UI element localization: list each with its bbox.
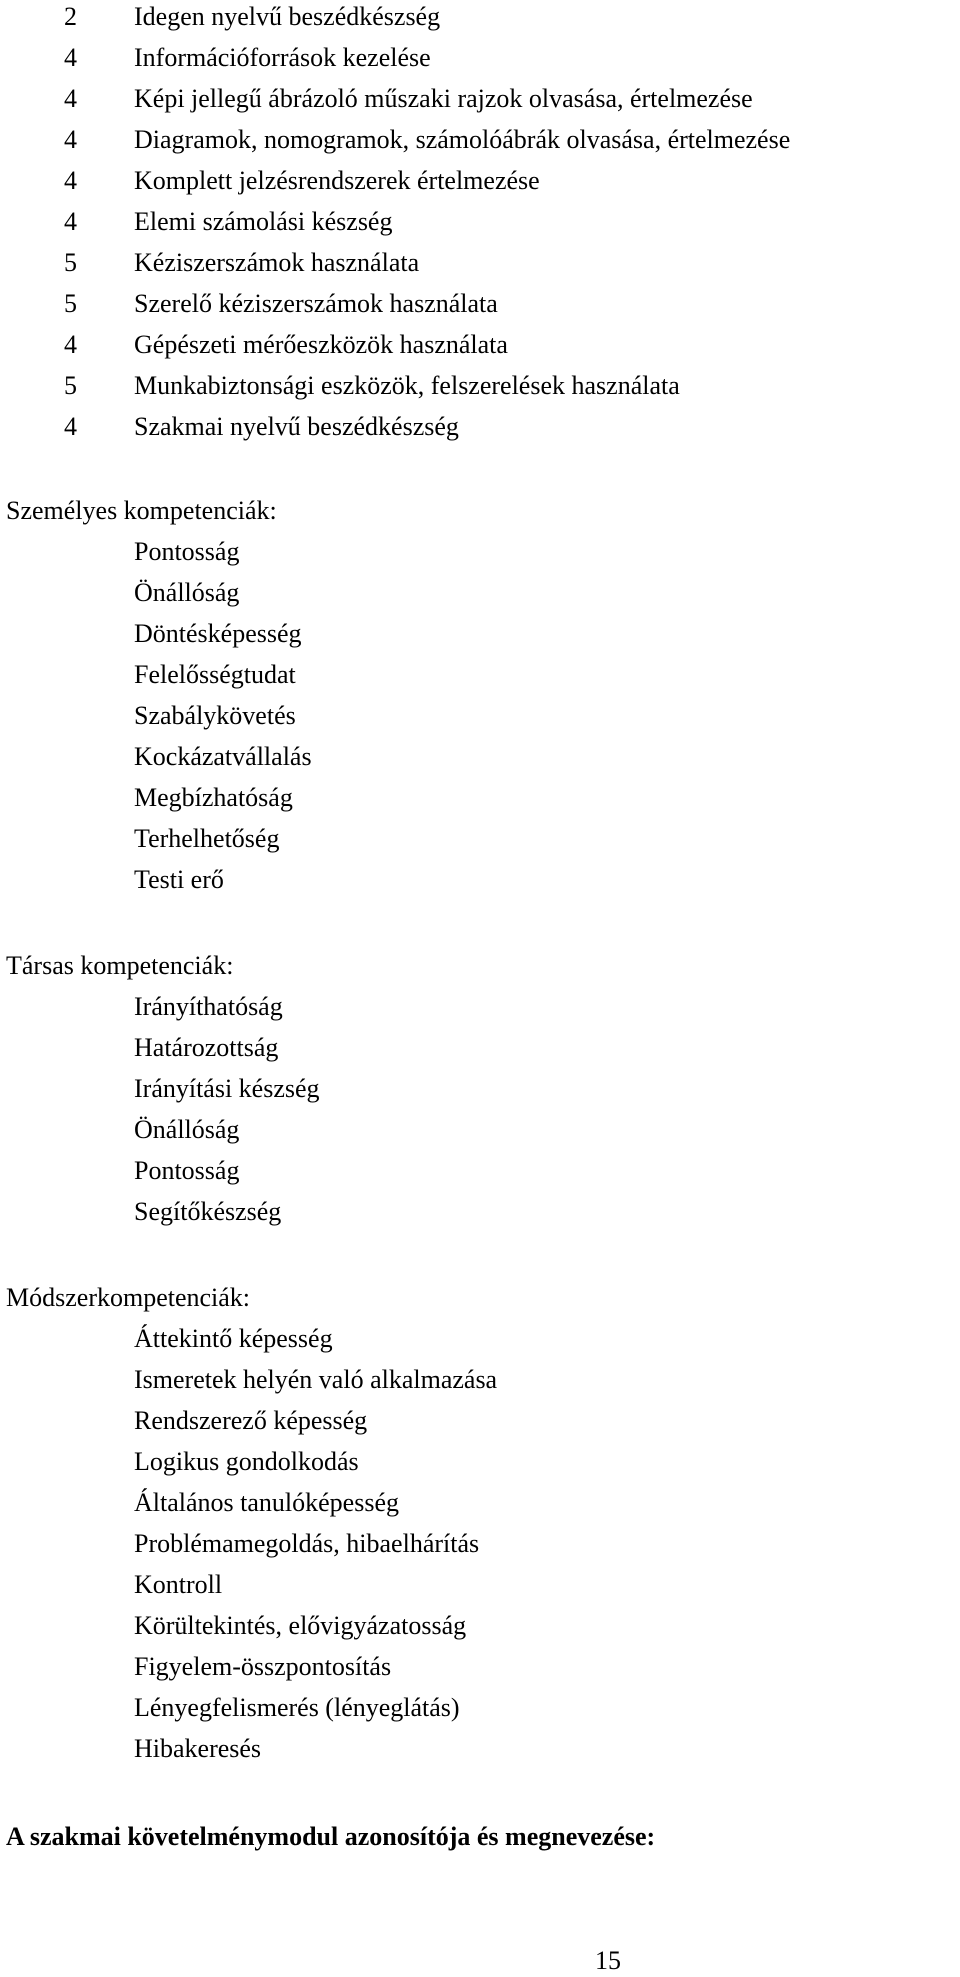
list-item: Áttekintő képesség [134,1324,333,1353]
skill-level: 4 [64,166,77,195]
list-item: Önállóság [134,578,240,607]
section-heading: Módszerkompetenciák: [6,1283,251,1312]
list-item: Irányítási készség [134,1074,320,1103]
list-item: Problémamegoldás, hibaelhárítás [134,1529,480,1558]
list-item: Logikus gondolkodás [134,1447,359,1476]
page-number: 15 [595,1946,621,1975]
skill-level: 2 [64,2,77,31]
module-title: A szakmai követelménymodul azonosítója és megnevezése: [6,1822,656,1851]
list-item: Kontroll [134,1570,223,1599]
skill-level: 4 [64,43,77,72]
list-item: Körültekintés, elővigyázatosság [134,1611,467,1640]
skill-text: Gépészeti mérőeszközök használata [134,330,508,359]
list-item: Döntésképesség [134,619,302,648]
list-item: Általános tanulóképesség [134,1488,399,1517]
skill-text: Elemi számolási készség [134,207,393,236]
list-item: Megbízhatóság [134,783,293,812]
skill-text: Kéziszerszámok használata [134,248,420,277]
skill-level: 4 [64,207,77,236]
list-item: Segítőkészség [134,1197,282,1226]
list-item: Ismeretek helyén való alkalmazása [134,1365,498,1394]
skill-level: 4 [64,412,77,441]
list-item: Irányíthatóság [134,992,283,1021]
list-item: Szabálykövetés [134,701,296,730]
skill-text: Diagramok, nomogramok, számolóábrák olvasása, értelmezése [134,125,791,154]
skill-text: Szerelő kéziszerszámok használata [134,289,498,318]
skill-text: Idegen nyelvű beszédkészség [134,2,441,31]
skill-level: 5 [64,289,77,318]
list-item: Önállóság [134,1115,240,1144]
skill-text: Szakmai nyelvű beszédkészség [134,412,459,441]
list-item: Felelősségtudat [134,660,296,689]
list-item: Határozottság [134,1033,279,1062]
list-item: Rendszerező képesség [134,1406,368,1435]
skill-text: Komplett jelzésrendszerek értelmezése [134,166,540,195]
list-item: Terhelhetőség [134,824,280,853]
list-item: Lényegfelismerés (lényeglátás) [134,1693,460,1722]
list-item: Testi erő [134,865,224,894]
section-heading: Társas kompetenciák: [6,951,234,980]
skill-level: 4 [64,330,77,359]
skill-text: Információforrások kezelése [134,43,431,72]
skill-text: Munkabiztonsági eszközök, felszerelések használata [134,371,680,400]
list-item: Pontosság [134,1156,240,1185]
list-item: Pontosság [134,537,240,566]
section-heading: Személyes kompetenciák: [6,496,277,525]
skill-text: Képi jellegű ábrázoló műszaki rajzok olvasása, értelmezése [134,84,753,113]
skill-level: 4 [64,84,77,113]
list-item: Hibakeresés [134,1734,262,1763]
skill-level: 5 [64,371,77,400]
list-item: Kockázatvállalás [134,742,312,771]
skill-level: 4 [64,125,77,154]
list-item: Figyelem-összpontosítás [134,1652,392,1681]
skill-level: 5 [64,248,77,277]
